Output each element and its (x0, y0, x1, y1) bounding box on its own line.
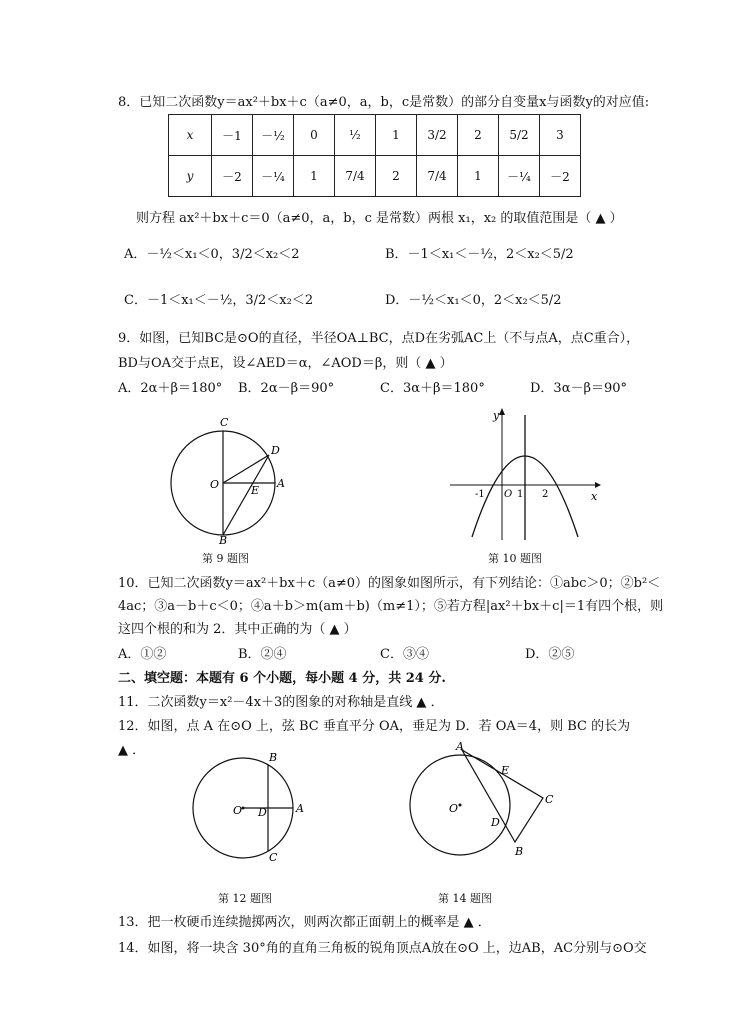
q9-option-a[interactable]: A．2α＋β＝180° (118, 381, 223, 396)
q13-text: 13．把一枚硬币连续抛掷两次，则两次都正面朝上的概率是 ▲ ． (118, 915, 491, 930)
q14-text: 14．如图，将一块含 30°角的直角三角板的锐角顶点A放在⊙O 上，边AB，AC分别与⊙O交 (118, 941, 647, 956)
q9-line1: 9．如图，已知BC是⊙O的直径，半径OA⊥BC，点D在劣弧AC上（不与点A，点C重合）， (118, 331, 640, 346)
label-a: A (456, 740, 464, 753)
table-cell: 1 (294, 156, 335, 197)
table-cell: －¼ (253, 156, 294, 197)
q11-text: 11．二次函数y＝x²－4x＋3的图象的对称轴是直线 ▲ ． (118, 695, 444, 710)
label-e: E (501, 764, 510, 777)
table-cell: 7/4 (335, 156, 376, 197)
q9-option-b[interactable]: B．2α－β＝90° (238, 381, 335, 396)
table-cell: y (169, 156, 212, 197)
label-a: A (296, 802, 304, 815)
label-o: O (449, 802, 459, 815)
table-cell: －¼ (499, 156, 540, 197)
tick-2: 2 (542, 489, 549, 500)
label-y: y (493, 409, 500, 422)
table-cell: 0 (294, 115, 335, 156)
table-cell: －½ (253, 115, 294, 156)
table-cell: 1 (458, 156, 499, 197)
q10-option-b[interactable]: B．②④ (238, 647, 287, 662)
q12-line2: ▲ ． (118, 743, 146, 758)
value-table (168, 114, 581, 197)
q9-option-c[interactable]: C．3α＋β＝180° (380, 381, 485, 396)
q10-line1: 10．已知二次函数y＝ax²＋bx＋c（a≠0）的图象如图所示，有下列结论：①abc＞0；②b²＜ (118, 576, 661, 591)
q8-option-d[interactable]: D．－½＜x₁＜0，2＜x₂＜5/2 (385, 293, 562, 308)
q9-option-d[interactable]: D．3α－β＝90° (530, 381, 628, 396)
label-b: B (269, 751, 278, 764)
label-d: D (271, 444, 280, 457)
caption-fig12: 第 12 题图 (218, 892, 272, 905)
table-cell: 3 (540, 115, 581, 156)
label-c: C (545, 793, 554, 806)
table-cell: ½ (335, 115, 376, 156)
section-heading: 二、填空题：本题有 6 个小题，每小题 4 分，共 24 分. (118, 671, 446, 686)
table-cell: －1 (212, 115, 253, 156)
label-c: C (269, 851, 278, 863)
origin: O (504, 489, 513, 500)
q10-line2: 4ac；③a－b＋c＜0；④a＋b＞m(am＋b)（m≠1）；⑤若方程|ax²＋bx＋c|＝1有四个根，则 (118, 599, 664, 614)
label-b: B (219, 534, 228, 545)
table-cell: 5/2 (499, 115, 540, 156)
table-cell: x (169, 115, 212, 156)
label-o: O (233, 804, 243, 817)
label-x: x (591, 490, 598, 503)
q8-stem: 8．已知二次函数y＝ax²＋bx＋c（a≠0，a，b，c是常数）的部分自变量x与函数y的对应值: (118, 95, 650, 110)
label-b: B (515, 845, 524, 858)
figure-14-triangle (405, 740, 575, 865)
label-e: E (251, 484, 260, 497)
tick-minus1: -1 (475, 489, 485, 500)
table-cell: 3/2 (417, 115, 458, 156)
table-cell: －2 (212, 156, 253, 197)
caption-fig10: 第 10 题图 (488, 552, 542, 565)
table-cell: 7/4 (417, 156, 458, 197)
q8-option-b[interactable]: B．－1＜x₁＜－½，2＜x₂＜5/2 (385, 247, 574, 262)
q8-ask: 则方程 ax²＋bx＋c＝0（a≠0，a，b，c 是常数）两根 x₁，x₂ 的取值范围是（ ▲ ） (136, 211, 623, 226)
label-d: D (491, 816, 500, 829)
caption-fig9: 第 9 题图 (202, 552, 249, 565)
table-row-y (169, 156, 581, 197)
table-row-x (169, 115, 581, 156)
q9-line2: BD与OA交于点E，设∠AED＝α，∠AOD＝β，则（ ▲ ） (118, 356, 453, 371)
label-a: A (277, 477, 285, 490)
q10-option-c[interactable]: C．③④ (380, 647, 429, 662)
q10-option-a[interactable]: A．①② (118, 647, 167, 662)
q12-line1: 12．如图，点 A 在⊙O 上，弦 BC 垂直平分 OA，垂足为 D．若 OA＝4，则 BC 的长为 (118, 719, 631, 734)
figure-10-parabola (445, 405, 605, 545)
q8-option-c[interactable]: C．－1＜x₁＜－½，3/2＜x₂＜2 (124, 293, 314, 308)
q10-option-d[interactable]: D．②⑤ (525, 647, 575, 662)
table-cell: 2 (458, 115, 499, 156)
label-o: O (210, 478, 220, 491)
table-cell: 1 (376, 115, 417, 156)
q8-option-a[interactable]: A．－½＜x₁＜0，3/2＜x₂＜2 (124, 247, 300, 262)
q10-line3: 这四个根的和为 2．其中正确的为（ ▲ ） (118, 622, 357, 637)
tick-1: 1 (517, 489, 524, 500)
figure-9-circle (165, 410, 295, 545)
table-cell: 2 (376, 156, 417, 197)
table-cell: －2 (540, 156, 581, 197)
label-c: C (220, 416, 229, 429)
figure-12-circle (185, 748, 315, 863)
caption-fig14: 第 14 题图 (438, 892, 492, 905)
label-d: D (258, 806, 267, 819)
